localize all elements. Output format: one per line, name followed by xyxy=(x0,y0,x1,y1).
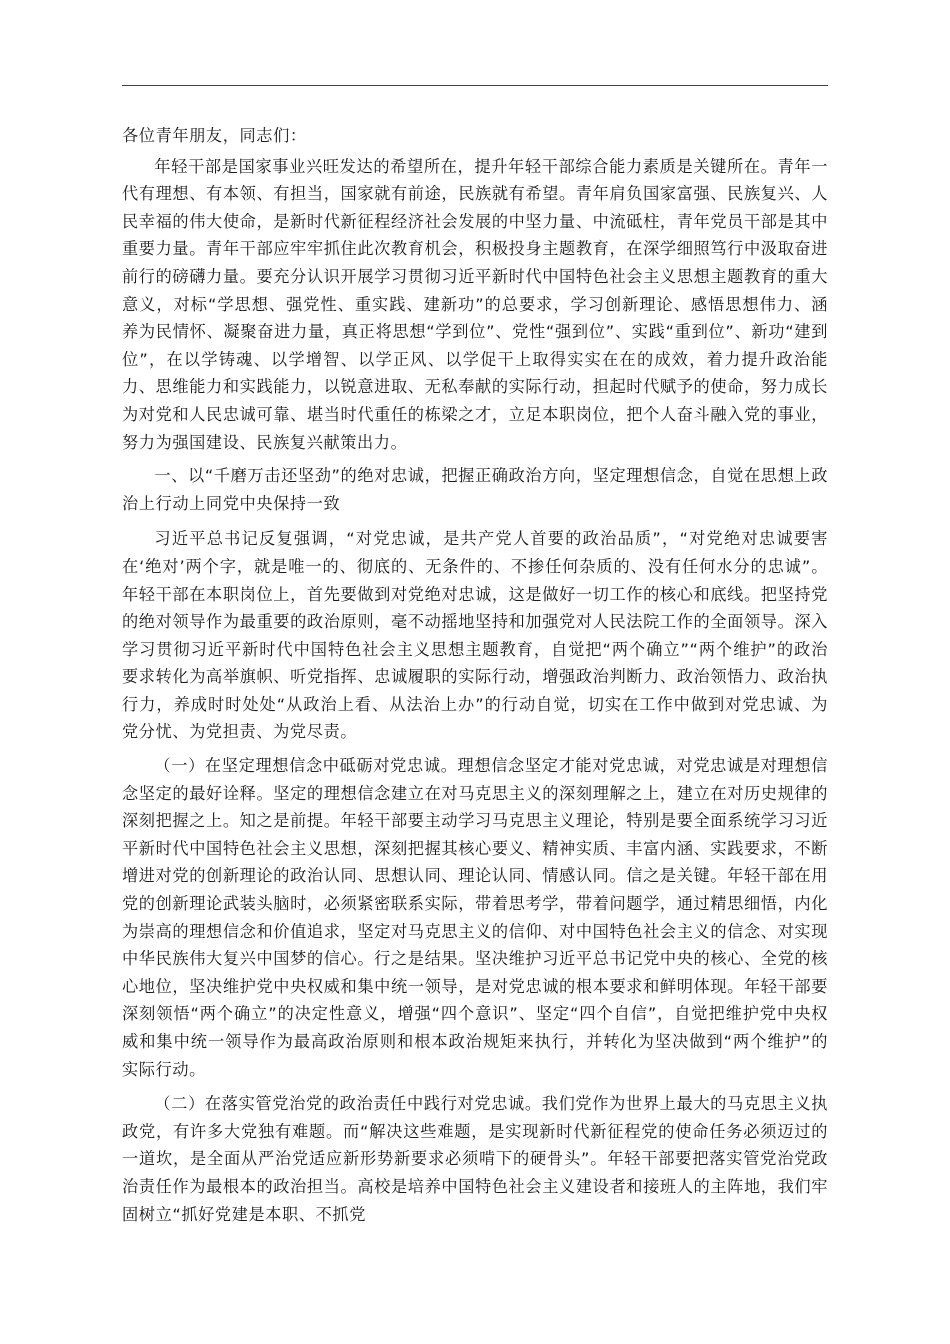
section-heading-1: 一、以“千磨万击还坚劲”的绝对忠诚，把握正确政治方向，坚定理想信念，自觉在思想上政治上行动上同党中央保持一致 xyxy=(122,466,828,513)
paragraph-intro: 年轻干部是国家事业兴旺发达的希望所在，提升年轻干部综合能力素质是关键所在。青年一代有理想、有本领、有担当，国家就有前途，民族就有希望。青年肩负国家富强、民族复兴、人民幸福的伟大使命，是新时代新征程经济社会发展的中坚力量、中流砥柱，青年党员干部是其中重要力量。青年干部应牢牢抓住此次教育机会，积极投身主题教育，在深学细照笃行中汲取奋进前行的磅礴力量。要充分认识开展学习贯彻习近平新时代中国特色社会主义思想主题教育的重大意义，对标“学思想、强党性、重实践、建新功”的总要求，学习创新理论、感悟思想伟力、涵养为民情怀、凝聚奋进力量，真正将思想“学到位”、党性“强到位”、实践“重到位”、新功“建到位”，在以学铸魂、以学增智、以学正风、以学促干上取得实实在在的成效，着力提升政治能力、思维能力和实践能力，以锐意进取、无私奉献的实际行动，担起时代赋予的使命，努力成长为对党和人民忠诚可靠、堪当时代重任的栋梁之才，立足本职岗位，把个人奋斗融入党的事业，努力为强国建设、民族复兴献策出力。 xyxy=(122,156,828,452)
header-rule xyxy=(122,85,828,86)
subsection-1-1: （一）在坚定理想信念中砥砺对党忠诚。理想信念坚定才能对党忠诚，对党忠诚是对理想信念坚定的最好诠释。坚定的理想信念建立在对马克思主义的深刻理解之上，建立在对历史规律的深刻把握之上。知之是前提。年轻干部要主动学习马克思主义理论，特别是要全面系统学习习近平新时代中国特色社会主义思想，深刻把握其核心要义、精神实质、丰富内涵、实践要求，不断增进对党的创新理论的政治认同、思想认同、理论认同、情感认同。信之是关键。年轻干部在用党的创新理论武装头脑时，必须紧密联系实际，带着思考学，带着问题学，通过精思细悟，内化为崇高的理想信念和价值追求，坚定对马克思主义的信仰、对中国特色社会主义的信念、对实现中华民族伟大复兴中国梦的信心。行之是结果。坚决维护习近平总书记党中央的核心、全党的核心地位，坚决维护党中央权威和集中统一领导，是对党忠诚的根本要求和鲜明体现。年轻干部要深刻领悟“两个确立”的决定性意义，增强“四个意识”、坚定“四个自信”，自觉把维护党中央权威和集中统一领导作为最高政治原则和根本政治规矩来执行，并转化为坚决做到“两个维护”的实际行动。 xyxy=(122,756,828,1079)
salutation: 各位青年朋友，同志们： xyxy=(122,126,307,145)
document-body xyxy=(122,122,828,1235)
paragraph-section-1: 习近平总书记反复强调，“对党忠诚，是共产党人首要的政治品质”，“对党绝对忠诚要害在‘绝对’两个字，就是唯一的、彻底的、无条件的、不掺任何杂质的、没有任何水分的忠诚”。年轻干部在本职岗位上，首先要做到对党绝对忠诚，这是做好一切工作的核心和底线。把坚持党的绝对领导作为最重要的政治原则，毫不动摇地坚持和加强党对人民法院工作的全面领导。深入学习贯彻习近平新时代中国特色社会主义思想主题教育，自觉把“两个确立”“两个维护”的政治要求转化为高举旗帜、听党指挥、忠诚履职的实际行动，增强政治判断力、政治领悟力、政治执行力，养成时时处处“从政治上看、从法治上办”的行动自觉，切实在工作中做到对党忠诚、为党分忧、为党担责、为党尽责。 xyxy=(122,529,828,742)
subsection-1-2: （二）在落实管党治党的政治责任中践行对党忠诚。我们党作为世界上最大的马克思主义执政党，有许多大党独有难题。而“解决这些难题，是实现新时代新征程党的使命任务必须迈过的一道坎，是全面从严治党适应新形势新要求必须啃下的硬骨头”。年轻干部要把落实管党治党政治责任作为最根本的政治担当。高校是培养中国特色社会主义建设者和接班人的主阵地，我们牢固树立“抓好党建是本职、不抓党 xyxy=(122,1094,828,1224)
